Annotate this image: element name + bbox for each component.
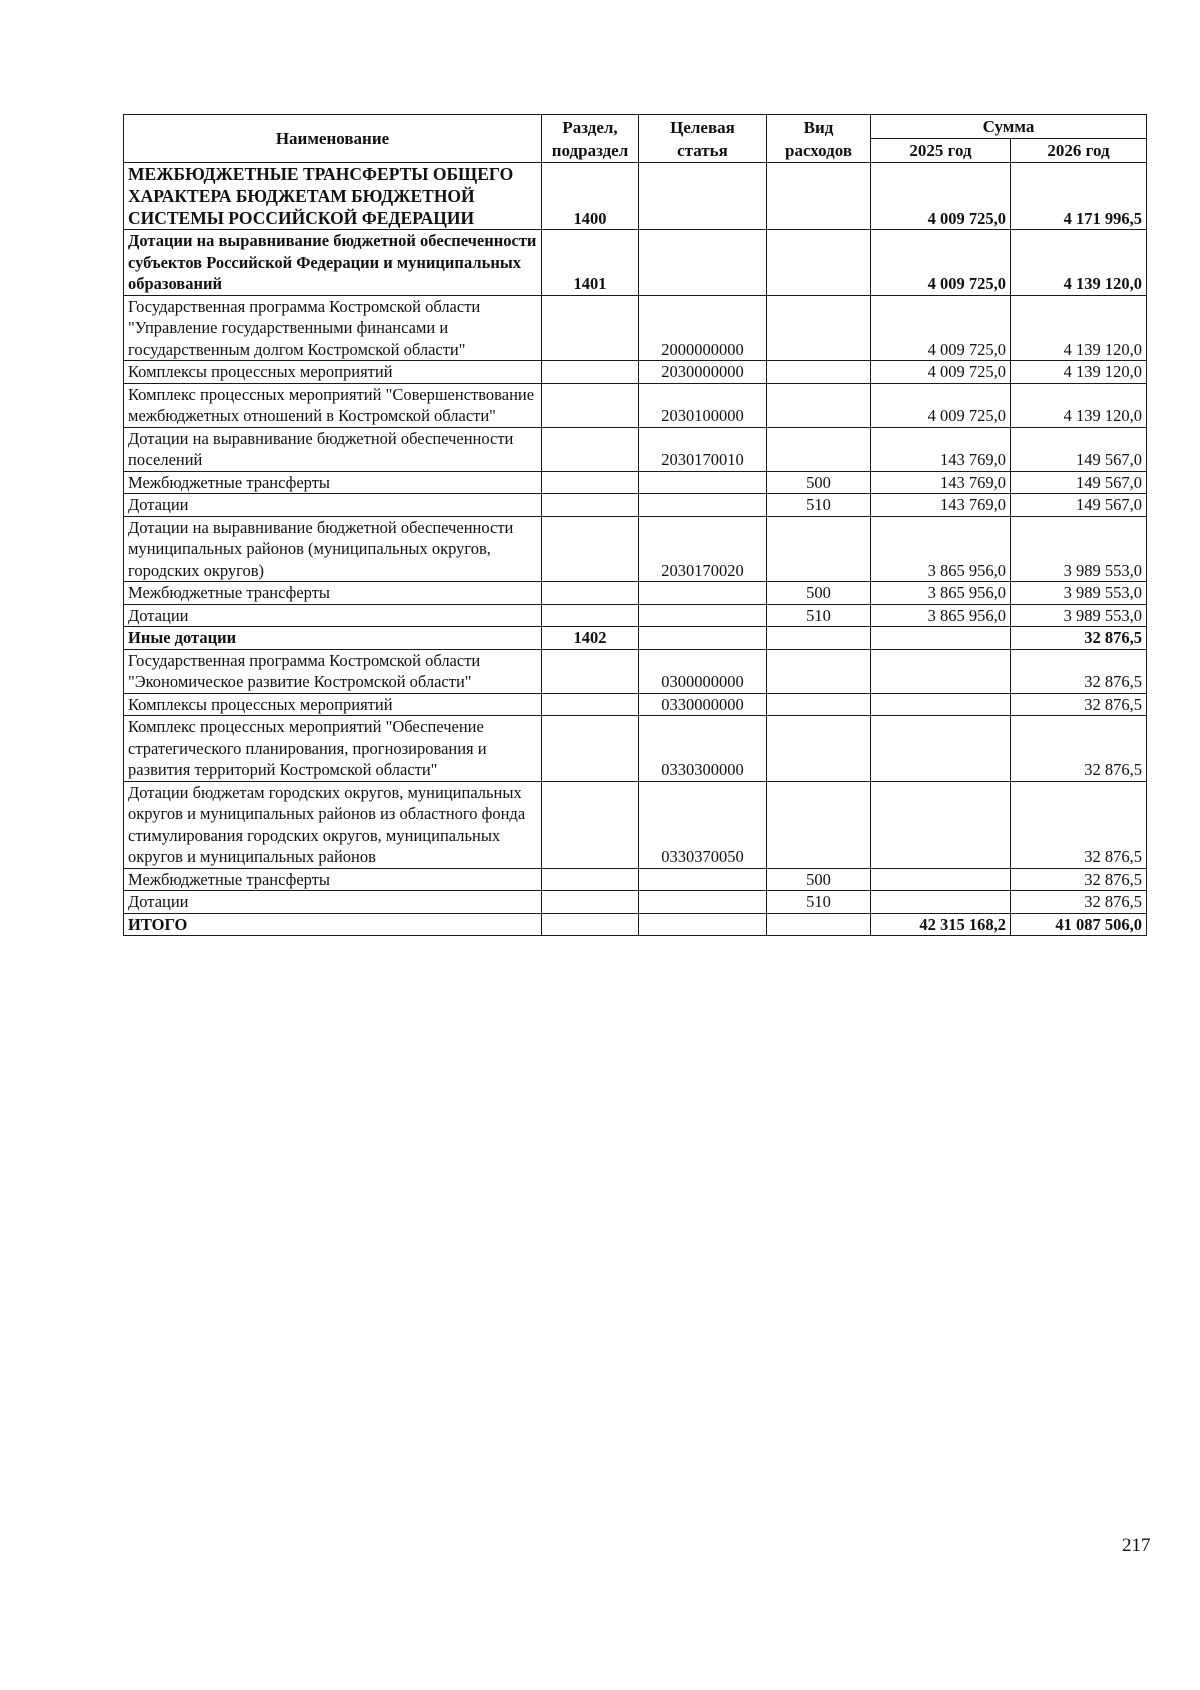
row-sum-2025: 4 009 725,0: [871, 361, 1011, 384]
row-sum-2026: 149 567,0: [1011, 427, 1147, 471]
table-row: [124, 582, 1147, 605]
row-name: Межбюджетные трансферты: [124, 582, 542, 605]
header-celevaya-top: Целевая: [639, 115, 767, 139]
header-vid-top: Вид: [767, 115, 871, 139]
row-vid: 510: [767, 891, 871, 914]
header-razdel-top: Раздел,: [542, 115, 639, 139]
table-row: [124, 516, 1147, 582]
row-vid: [767, 913, 871, 936]
row-celevaya: 0300000000: [639, 649, 767, 693]
header-year-2025: 2025 год: [871, 139, 1011, 163]
table-row: [124, 361, 1147, 384]
table-row: [124, 891, 1147, 914]
page-number: 217: [1122, 1535, 1151, 1556]
table-row: [124, 163, 1147, 230]
row-celevaya: 0330300000: [639, 716, 767, 782]
row-celevaya: 2030170010: [639, 427, 767, 471]
table-row: [124, 604, 1147, 627]
table-row: [124, 427, 1147, 471]
budget-table: [123, 114, 1147, 936]
row-sum-2026: 32 876,5: [1011, 891, 1147, 914]
row-razdel: [542, 868, 639, 891]
row-sum-2026: 32 876,5: [1011, 716, 1147, 782]
row-vid: 500: [767, 582, 871, 605]
row-name: Государственная программа Костромской области "Управление государственными финансами и государственным долгом Костромской области": [124, 295, 542, 361]
row-celevaya: [639, 582, 767, 605]
row-sum-2026: 32 876,5: [1011, 649, 1147, 693]
header-celevaya-bottom: статья: [639, 139, 767, 163]
row-sum-2025: [871, 627, 1011, 650]
row-name: Комплекс процессных мероприятий "Обеспечение стратегического планирования, прогнозирования и развития территорий Костромской области": [124, 716, 542, 782]
row-vid: [767, 716, 871, 782]
row-razdel: [542, 427, 639, 471]
header-year-2026: 2026 год: [1011, 139, 1147, 163]
row-sum-2025: 4 009 725,0: [871, 383, 1011, 427]
row-vid: [767, 361, 871, 384]
header-vid-bottom: расходов: [767, 139, 871, 163]
header-name: Наименование: [124, 115, 542, 163]
row-razdel: [542, 361, 639, 384]
row-name: Дотации: [124, 604, 542, 627]
row-razdel: 1400: [542, 163, 639, 230]
row-sum-2026: 3 989 553,0: [1011, 604, 1147, 627]
row-name: Дотации на выравнивание бюджетной обеспеченности муниципальных районов (муниципальных округов, городских округов): [124, 516, 542, 582]
row-sum-2025: 3 865 956,0: [871, 516, 1011, 582]
row-vid: 510: [767, 604, 871, 627]
row-razdel: [542, 295, 639, 361]
header-razdel-bottom: подраздел: [542, 139, 639, 163]
table-row: [124, 627, 1147, 650]
row-name: Дотации на выравнивание бюджетной обеспеченности поселений: [124, 427, 542, 471]
table-row: [124, 868, 1147, 891]
row-razdel: [542, 494, 639, 517]
row-sum-2025: [871, 649, 1011, 693]
row-sum-2025: [871, 693, 1011, 716]
row-razdel: 1402: [542, 627, 639, 650]
row-celevaya: [639, 471, 767, 494]
row-sum-2025: 143 769,0: [871, 427, 1011, 471]
table-row: [124, 230, 1147, 296]
row-vid: [767, 383, 871, 427]
row-name: Межбюджетные трансферты: [124, 868, 542, 891]
row-vid: 500: [767, 868, 871, 891]
row-sum-2026: 4 139 120,0: [1011, 295, 1147, 361]
row-sum-2026: 4 171 996,5: [1011, 163, 1147, 230]
row-razdel: [542, 716, 639, 782]
row-sum-2026: 3 989 553,0: [1011, 582, 1147, 605]
row-celevaya: 0330370050: [639, 781, 767, 868]
row-razdel: [542, 891, 639, 914]
row-name: Государственная программа Костромской области "Экономическое развитие Костромской области": [124, 649, 542, 693]
row-celevaya: [639, 913, 767, 936]
row-razdel: [542, 649, 639, 693]
row-razdel: [542, 383, 639, 427]
row-sum-2026: 4 139 120,0: [1011, 230, 1147, 296]
row-sum-2025: [871, 781, 1011, 868]
row-celevaya: 0330000000: [639, 693, 767, 716]
row-sum-2026: 32 876,5: [1011, 868, 1147, 891]
table-row: [124, 649, 1147, 693]
row-vid: [767, 649, 871, 693]
row-razdel: [542, 781, 639, 868]
row-name: Дотации бюджетам городских округов, муниципальных округов и муниципальных районов из областного фонда стимулирования городских округов, муниципальных округов и муниципальных районов: [124, 781, 542, 868]
row-name: Иные дотации: [124, 627, 542, 650]
row-name: МЕЖБЮДЖЕТНЫЕ ТРАНСФЕРТЫ ОБЩЕГО ХАРАКТЕРА БЮДЖЕТАМ БЮДЖЕТНОЙ СИСТЕМЫ РОССИЙСКОЙ ФЕДЕРАЦИИ: [124, 163, 542, 230]
row-sum-2026: 41 087 506,0: [1011, 913, 1147, 936]
row-sum-2026: 4 139 120,0: [1011, 361, 1147, 384]
row-sum-2025: 143 769,0: [871, 471, 1011, 494]
row-sum-2025: [871, 891, 1011, 914]
row-vid: [767, 230, 871, 296]
row-celevaya: 2030000000: [639, 361, 767, 384]
row-sum-2026: 32 876,5: [1011, 693, 1147, 716]
row-sum-2025: [871, 868, 1011, 891]
row-sum-2025: 3 865 956,0: [871, 582, 1011, 605]
row-razdel: [542, 582, 639, 605]
row-vid: 510: [767, 494, 871, 517]
table-row: [124, 716, 1147, 782]
table-row: [124, 471, 1147, 494]
row-vid: [767, 693, 871, 716]
row-sum-2026: 32 876,5: [1011, 627, 1147, 650]
table-row-total: [124, 913, 1147, 936]
row-celevaya: 2030170020: [639, 516, 767, 582]
row-vid: [767, 295, 871, 361]
row-vid: [767, 516, 871, 582]
table-row: [124, 781, 1147, 868]
row-sum-2025: 4 009 725,0: [871, 295, 1011, 361]
row-vid: [767, 427, 871, 471]
table-row: [124, 693, 1147, 716]
row-vid: [767, 781, 871, 868]
row-sum-2025: 3 865 956,0: [871, 604, 1011, 627]
row-sum-2026: 32 876,5: [1011, 781, 1147, 868]
row-razdel: 1401: [542, 230, 639, 296]
row-name: Комплексы процессных мероприятий: [124, 693, 542, 716]
row-sum-2026: 149 567,0: [1011, 471, 1147, 494]
row-sum-2025: 143 769,0: [871, 494, 1011, 517]
row-sum-2025: 4 009 725,0: [871, 230, 1011, 296]
row-sum-2025: 4 009 725,0: [871, 163, 1011, 230]
row-razdel: [542, 604, 639, 627]
row-celevaya: [639, 604, 767, 627]
row-sum-2026: 4 139 120,0: [1011, 383, 1147, 427]
row-sum-2026: 149 567,0: [1011, 494, 1147, 517]
table-row: [124, 494, 1147, 517]
row-vid: [767, 627, 871, 650]
row-celevaya: [639, 868, 767, 891]
row-celevaya: [639, 230, 767, 296]
row-name: Комплекс процессных мероприятий "Совершенствование межбюджетных отношений в Костромской области": [124, 383, 542, 427]
row-celevaya: [639, 891, 767, 914]
row-sum-2025: 42 315 168,2: [871, 913, 1011, 936]
row-celevaya: [639, 627, 767, 650]
header-summa: Сумма: [871, 115, 1147, 139]
row-vid: 500: [767, 471, 871, 494]
row-name: Дотации на выравнивание бюджетной обеспеченности субъектов Российской Федерации и муниципальных образований: [124, 230, 542, 296]
row-sum-2026: 3 989 553,0: [1011, 516, 1147, 582]
row-vid: [767, 163, 871, 230]
row-celevaya: 2000000000: [639, 295, 767, 361]
table-row: [124, 295, 1147, 361]
table-row: [124, 383, 1147, 427]
row-razdel: [542, 913, 639, 936]
row-celevaya: 2030100000: [639, 383, 767, 427]
row-name: Межбюджетные трансферты: [124, 471, 542, 494]
row-razdel: [542, 693, 639, 716]
row-razdel: [542, 471, 639, 494]
row-name: Комплексы процессных мероприятий: [124, 361, 542, 384]
row-celevaya: [639, 163, 767, 230]
row-razdel: [542, 516, 639, 582]
row-name: ИТОГО: [124, 913, 542, 936]
row-name: Дотации: [124, 891, 542, 914]
row-celevaya: [639, 494, 767, 517]
row-sum-2025: [871, 716, 1011, 782]
row-name: Дотации: [124, 494, 542, 517]
